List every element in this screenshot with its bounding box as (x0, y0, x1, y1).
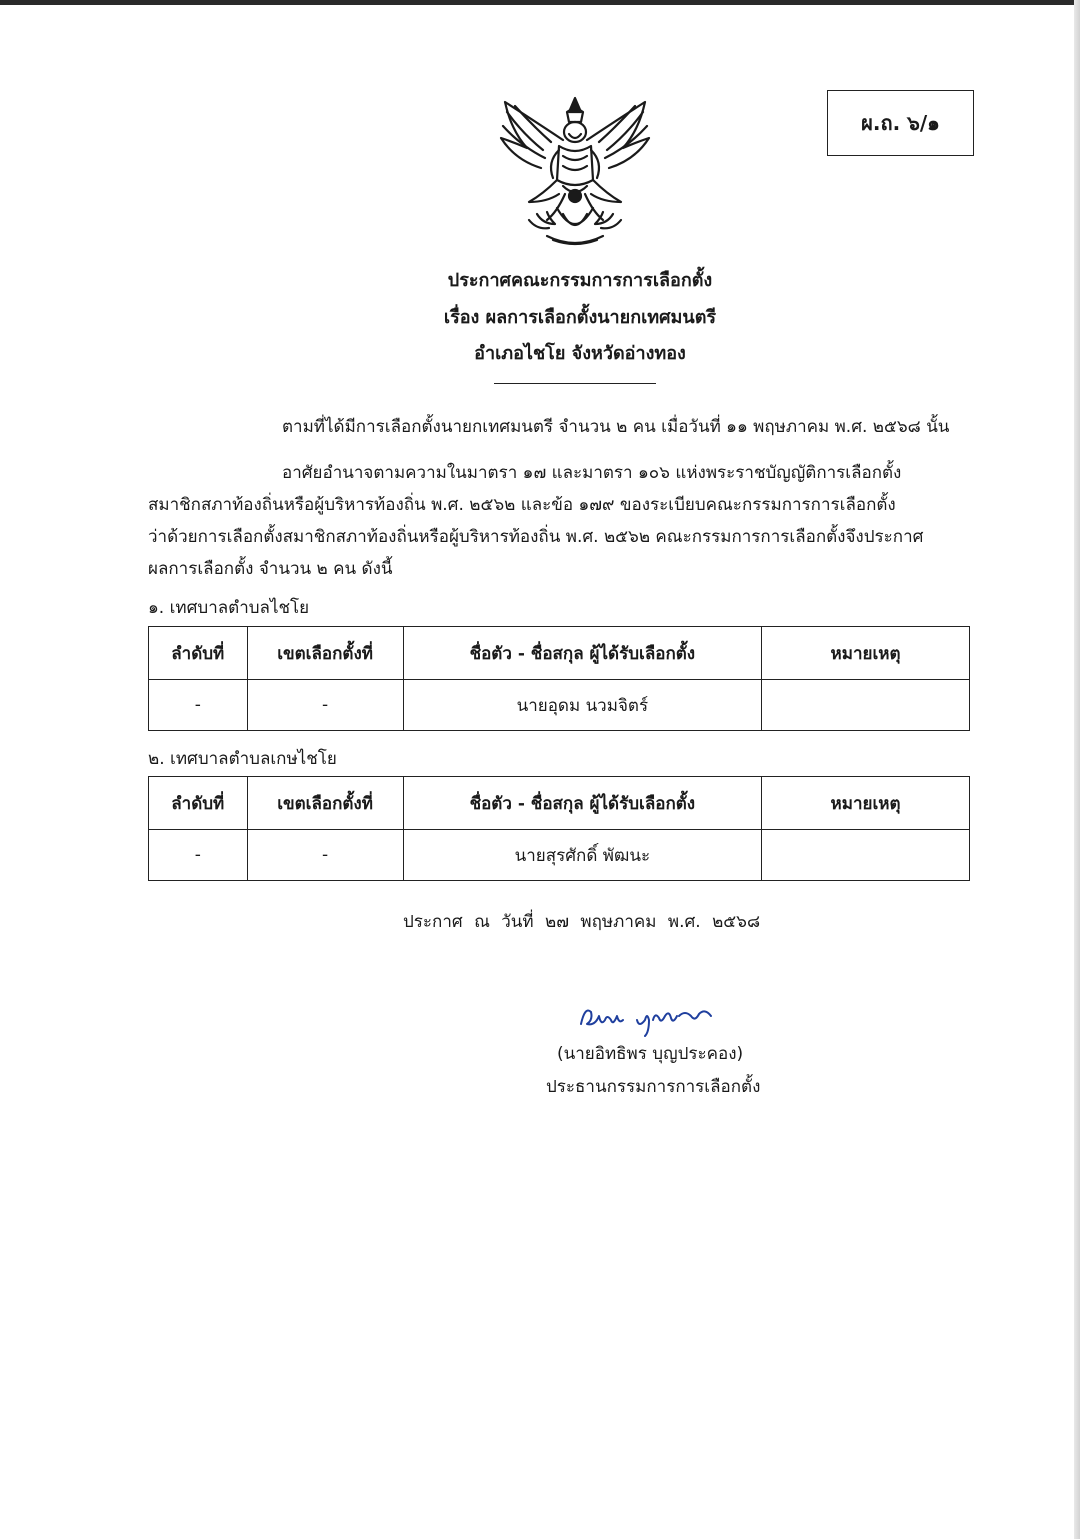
form-code-box (827, 90, 974, 156)
scan-top-edge (0, 0, 1080, 5)
header-remarks: หมายเหตุ (762, 777, 970, 830)
header-district: เขตเลือกตั้งที่ (247, 627, 403, 680)
cell-name: นายสุรศักดิ์ พัฒนะ (403, 830, 762, 881)
header-order: ลำดับที่ (149, 627, 248, 680)
announcement-heading: ประกาศคณะกรรมการการเลือกตั้ง (447, 270, 713, 291)
table-row (149, 830, 970, 881)
cell-remarks (762, 830, 970, 881)
signer-title: ประธานกรรมการการเลือกตั้ง (546, 1077, 761, 1097)
header-name: ชื่อตัว - ชื่อสกุล ผู้ได้รับเลือกตั้ง (403, 627, 761, 680)
cell-district: - (247, 680, 403, 731)
section-label-2: ๒. เทศบาลตำบลเกษไชโย (148, 749, 337, 769)
signer-name: (นายอิทธิพร บุญประคอง) (557, 1044, 744, 1064)
announcement-date: ประกาศ ณ วันที่ ๒๗ พฤษภาคม พ.ศ. ๒๕๖๘ (403, 912, 761, 932)
title-divider (494, 383, 656, 384)
table-header-row (149, 627, 970, 680)
table-header-row (149, 777, 970, 830)
cell-order: - (149, 830, 248, 881)
header-remarks: หมายเหตุ (762, 627, 970, 680)
paragraph-intro: ตามที่ได้มีการเลือกตั้งนายกเทศมนตรี จำนวน ๒ คน เมื่อวันที่ ๑๑ พฤษภาคม พ.ศ. ๒๕๖๘ นั้น (282, 417, 950, 437)
paragraph-authority-line-3: ว่าด้วยการเลือกตั้งสมาชิกสภาท้องถิ่นหรือผู้บริหารท้องถิ่น พ.ศ. ๒๕๖๒ คณะกรรมการการเลือกตั้งจึงประกาศ (148, 527, 924, 547)
announcement-location: อำเภอไชโย จังหวัดอ่างทอง (474, 343, 686, 364)
cell-order: - (149, 680, 248, 731)
header-name: ชื่อตัว - ชื่อสกุล ผู้ได้รับเลือกตั้ง (403, 777, 762, 830)
scan-right-edge (1074, 0, 1080, 1539)
form-code-text: ผ.ถ. ๖/๑ (861, 111, 940, 135)
announcement-subject: เรื่อง ผลการเลือกตั้งนายกเทศมนตรี (443, 307, 717, 328)
section-label-1: ๑. เทศบาลตำบลไชโย (148, 598, 310, 618)
results-table-1 (148, 626, 970, 731)
header-district: เขตเลือกตั้งที่ (247, 777, 403, 830)
garuda-emblem-icon (493, 90, 657, 252)
signature-mark (575, 998, 725, 1038)
cell-name: นายอุดม นวมจิตร์ (403, 680, 761, 731)
paragraph-authority-line-4: ผลการเลือกตั้ง จำนวน ๒ คน ดังนี้ (148, 559, 393, 579)
table-row (149, 680, 970, 731)
header-order: ลำดับที่ (149, 777, 248, 830)
paragraph-authority-line-2: สมาชิกสภาท้องถิ่นหรือผู้บริหารท้องถิ่น พ.ศ. ๒๕๖๒ และข้อ ๑๗๙ ของระเบียบคณะกรรมการการเลือกตั้ง (148, 495, 896, 515)
results-table-2 (148, 776, 970, 881)
cell-district: - (247, 830, 403, 881)
cell-remarks (762, 680, 970, 731)
paragraph-authority-line-1: อาศัยอำนาจตามความในมาตรา ๑๗ และมาตรา ๑๐๖ แห่งพระราชบัญญัติการเลือกตั้ง (282, 463, 902, 483)
